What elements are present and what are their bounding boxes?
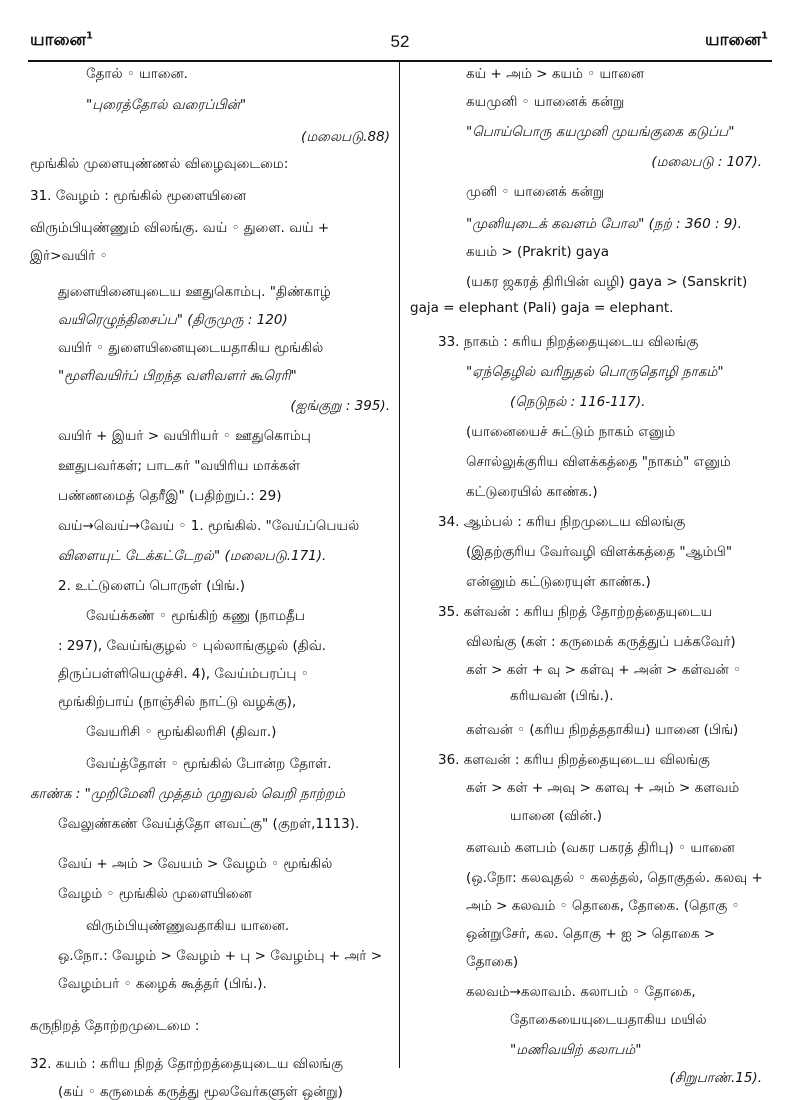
right-line: (மலைபடு : 107).	[651, 154, 762, 170]
left-line: (கய் ◦ கருமைக் கருத்து மூலவேர்களுள் ஒன்று)	[58, 1084, 343, 1100]
left-line: வேய்க்கண் ◦ மூங்கிற் கணு (நாமதீப	[86, 608, 305, 624]
left-line: கருநிறத் தோற்றமுடைமை :	[30, 1018, 200, 1034]
left-line: : 297), வேய்ங்குழல் ◦ புல்லாங்குழல் (திவ்.	[58, 638, 327, 654]
right-line: கயம் > (Prakrit) gaya	[466, 244, 610, 260]
right-line: ஒன்றுசேர், கல. தொகு + ஐ > தொகை >	[466, 926, 716, 942]
right-line: கள் > கள் + வு > கள்வு + அன் > கள்வன் ◦	[466, 662, 741, 678]
right-line: (நெடுநல் : 116-117).	[510, 394, 646, 410]
right-line: கரியவன் (பிங்.).	[510, 688, 614, 704]
right-line: 35. கள்வன் : கரிய நிறத் தோற்றத்தையுடைய	[438, 604, 713, 620]
left-line: வேழம்பர் ◦ கழைக் கூத்தர் (பிங்.).	[58, 976, 267, 992]
left-line: வயிர் ◦ துளையினையுடையதாகிய மூங்கில்	[58, 340, 324, 356]
left-line: ஒ.நோ.: வேழம் > வேழம் + பு > வேழம்பு + அர் >	[58, 948, 383, 964]
column-divider	[399, 62, 400, 1068]
right-line: கள் > கள் + அவு > களவு + அம் > களவம்	[466, 780, 740, 796]
right-line: "பொய்பொரு கயமுனி முயங்குகை கடுப்ப"	[466, 124, 735, 140]
right-line: என்னும் கட்டுரையுள் காண்க.)	[466, 574, 651, 590]
left-line: விளையுட் டேக்கட்டேறல்" (மலைபடு.171).	[58, 548, 327, 564]
left-line: வேயரிசி ◦ மூங்கிலரிசி (திவா.)	[86, 724, 277, 740]
right-line: தோகையையுடையதாகிய மயில்	[510, 1012, 707, 1028]
left-line: 2. உட்டுளைப் பொருள் (பிங்.)	[58, 578, 246, 594]
left-line: "புரைத்தோல் வரைப்பின்"	[86, 97, 247, 113]
right-line: அம் > கலவம் ◦ தொகை, தோகை. (தொகு ◦	[466, 898, 740, 914]
left-line: (ஐங்குறு : 395).	[290, 398, 390, 414]
right-line: கள்வன் ◦ (கரிய நிறத்ததாகிய) யானை (பிங்)	[466, 722, 739, 738]
right-line: (யானையைச் சுட்டும் நாகம் எனும்	[466, 424, 676, 440]
right-line: (இதற்குரிய வேர்வழி விளக்கத்தை "ஆம்பி"	[466, 544, 733, 560]
left-line: வயிரெழுந்திசைப்ப" (திருமுரு : 120)	[58, 312, 288, 328]
left-line: விரும்பியுண்ணும் விலங்கு. வய் ◦ துளை. வய் +	[30, 220, 330, 236]
right-line: 33. நாகம் : கரிய நிறத்தையுடைய விலங்கு	[438, 334, 699, 350]
right-line: கய் + அம் > கயம் ◦ யானை	[466, 66, 644, 82]
left-line: ஊதுபவர்கள்; பாடகர் "வயிரிய மாக்கள்	[58, 458, 301, 474]
left-line: 31. வேழம் : மூங்கில் மூளையினை	[30, 188, 247, 204]
right-line: கட்டுரையில் காண்க.)	[466, 484, 598, 500]
left-line: துளையினையுடைய ஊதுகொம்பு. "திண்காழ்	[58, 284, 331, 300]
right-line: களவம் களபம் (வகர பகரத் திரிபு) ◦ யானை	[466, 840, 735, 856]
right-line: (ஒ.நோ: கலவுதல் ◦ கலத்தல், தொகுதல். கலவு +	[466, 870, 763, 886]
left-line: "மூளிவயிர்ப் பிறந்த வளிவளர் கூரெரி"	[58, 368, 297, 384]
right-line: 34. ஆம்பல் : கரிய நிறமுடைய விலங்கு	[438, 514, 686, 530]
left-line: வேலுண்கண் வேய்த்தோ ளவட்கு" (குறள்,1113).	[58, 816, 360, 832]
right-line: 36. களவன் : கரிய நிறத்தையுடைய விலங்கு	[438, 752, 710, 768]
right-line: gaja = elephant (Pali) gaja = elephant.	[410, 300, 674, 316]
left-line: வய்→வெய்→வேய் ◦ 1. மூங்கில். "வேய்ப்பெயல்	[58, 518, 360, 534]
left-line: வேய்த்தோள் ◦ மூங்கில் போன்ற தோள்.	[86, 756, 332, 772]
left-line: (மலைபடு.88)	[301, 129, 390, 145]
header-rule	[28, 60, 772, 62]
right-line: தோகை)	[466, 954, 519, 970]
right-line: கயமுனி ◦ யானைக் கன்று	[466, 94, 625, 110]
right-line: "ஏந்தெழில் வரிநுதல் பொருதொழி நாகம்"	[466, 364, 724, 380]
header-left-title: யானை$^1$	[30, 30, 93, 50]
left-line: காண்க : "முறிமேனி முத்தம் முறுவல் வெறி நாற்றம்	[30, 786, 346, 802]
right-line: "முனியுடைக் கவளம் போல" (நற் : 360 : 9).	[466, 216, 742, 232]
right-line: முனி ◦ யானைக் கன்று	[466, 184, 605, 200]
left-line: பண்ணமைத் தெரீஇ" (பதிற்றுப்.: 29)	[58, 488, 282, 504]
left-line: வேய் + அம் > வேயம் > வேழம் ◦ மூங்கில்	[58, 856, 333, 872]
left-line: 32. கயம் : கரிய நிறத் தோற்றத்தையுடைய விலங்கு	[30, 1056, 344, 1072]
header-right-title: யானை$^1$	[705, 30, 768, 50]
right-line: கலவம்→கலாவம். கலாபம் ◦ தோகை,	[466, 984, 696, 1000]
left-line: மூங்கில் முளையுண்ணல் விழைவுடைமை:	[30, 156, 289, 172]
page-number: 52	[390, 32, 410, 51]
right-line: (யகர ஜகரத் திரிபின் வழி) gaya > (Sanskrit)	[466, 274, 748, 290]
left-line: தோல் ◦ யானை.	[86, 66, 188, 82]
left-line: விரும்பியுண்ணுவதாகிய யானை.	[86, 918, 290, 934]
right-line: (சிறுபாண்.15).	[669, 1070, 762, 1086]
left-line: திருப்பள்ளியெழுச்சி. 4), வேய்ம்பரப்பு ◦	[58, 666, 309, 682]
left-line: மூங்கிற்பாய் (நாஞ்சில் நாட்டு வழக்கு),	[58, 694, 297, 710]
left-line: இர்>வயிர் ◦	[30, 248, 108, 264]
left-line: வேழம் ◦ மூங்கில் முளையினை	[58, 886, 252, 902]
left-line: வயிர் + இயர் > வயிரியர் ◦ ஊதுகொம்பு	[58, 428, 311, 444]
right-line: விலங்கு (கள் : கருமைக் கருத்துப் பக்கவேர்)	[466, 634, 736, 650]
right-line: சொல்லுக்குரிய விளக்கத்தை "நாகம்" எனும்	[466, 454, 731, 470]
right-line: யானை (வின்.)	[510, 808, 603, 824]
right-line: "மணிவயிற் கலாபம்"	[510, 1042, 642, 1058]
